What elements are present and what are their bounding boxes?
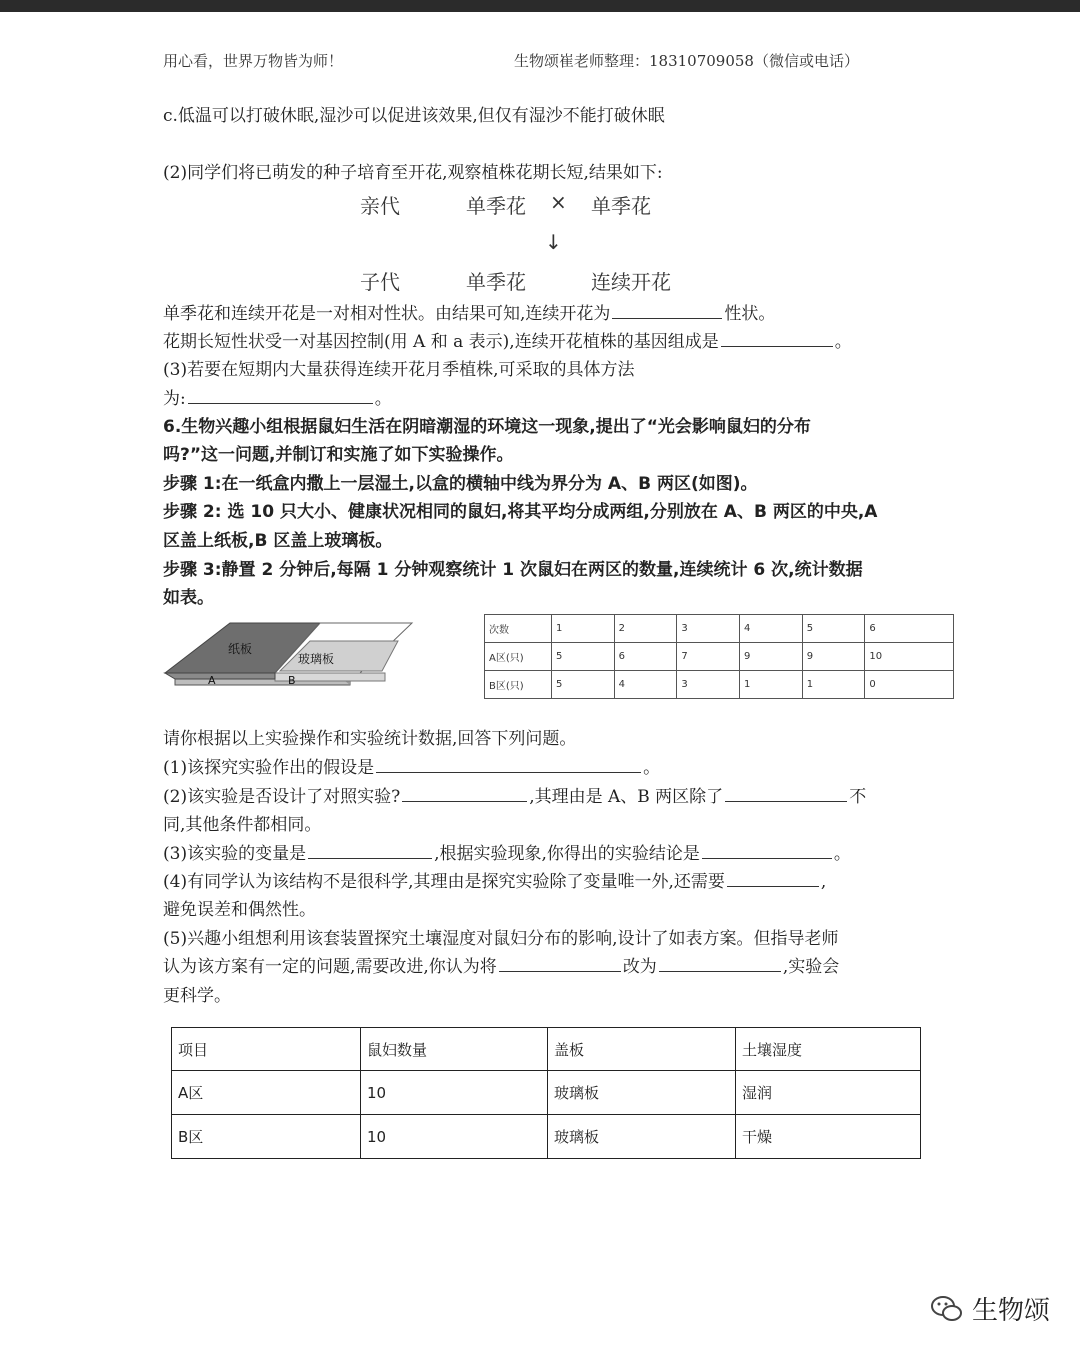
- answer-blank[interactable]: [721, 328, 833, 347]
- table-cell: 2: [614, 615, 677, 643]
- table-cell: 9: [802, 643, 865, 671]
- q5-3-line2-end: 。: [374, 389, 392, 409]
- table-cell: 鼠妇数量: [361, 1028, 548, 1071]
- table-row: [485, 643, 954, 671]
- cross-parent2: 单季花: [591, 194, 651, 218]
- paper-board-edge: [165, 673, 275, 679]
- q5-3-line2: [163, 385, 392, 413]
- cross-child1: 单季花: [466, 270, 526, 294]
- table-cell: 6: [614, 643, 677, 671]
- table-cell: 3: [677, 671, 740, 699]
- table-cell: 5: [552, 671, 615, 699]
- question-1: [163, 754, 660, 782]
- q6-step3-line2: 如表。: [163, 588, 214, 608]
- q5-option-c: c.低温可以打破休眠,湿沙可以促进该效果,但仅有湿沙不能打破休眠: [163, 106, 665, 126]
- question-3-text: (3)该实验的变量是: [163, 844, 307, 864]
- table-cell: 10: [865, 643, 954, 671]
- question-2-line2: 同,其他条件都相同。: [163, 815, 322, 835]
- table-cell: 3: [677, 615, 740, 643]
- question-3-end: 。: [833, 844, 851, 864]
- table-cell: 0: [865, 671, 954, 699]
- q5-2-line1: [163, 300, 775, 328]
- table-cell: 玻璃板: [548, 1115, 736, 1159]
- question-5-line1: (5)兴趣小组想利用该套装置探究土壤湿度对鼠妇分布的影响,设计了如表方案。但指导老师: [163, 929, 839, 949]
- answer-blank[interactable]: [188, 385, 373, 404]
- question-3-mid: ,根据实验现象,你得出的实验结论是: [434, 844, 700, 864]
- answer-blank[interactable]: [308, 840, 432, 859]
- cross-child2: 连续开花: [591, 270, 671, 294]
- header-contact: 生物颂崔老师整理：18310709058（微信或电话）: [514, 52, 859, 70]
- table-cell: A区: [172, 1071, 361, 1115]
- table-cell: 5: [552, 643, 615, 671]
- question-4-line1: [163, 868, 826, 896]
- q5-2-line2: [163, 328, 852, 356]
- table-cell: 6: [865, 615, 954, 643]
- q5-2-line1-text: 单季花和连续开花是一对相对性状。由结果可知,连续开花为: [163, 304, 611, 324]
- table-cell: 玻璃板: [548, 1071, 736, 1115]
- cross-parent1: 单季花: [466, 194, 526, 218]
- table-cell: 盖板: [548, 1028, 736, 1071]
- question-2-line1: [163, 783, 866, 811]
- questions-intro: 请你根据以上实验操作和实验统计数据,回答下列问题。: [163, 729, 577, 749]
- q5-2-line2-end: 。: [834, 332, 852, 352]
- experiment-box-figure: [160, 615, 420, 695]
- cross-child-label: 子代: [360, 270, 400, 294]
- question-5-text: 认为该方案有一定的问题,需要改进,你认为将: [163, 957, 497, 977]
- question-5-line2: [163, 953, 839, 981]
- question-2-end: 不: [849, 787, 867, 807]
- question-5-end: ,实验会: [782, 957, 840, 977]
- table-cell: 次数: [485, 615, 552, 643]
- header-motto: 用心看，世界万物皆为师！: [163, 52, 344, 70]
- table-cell: 10: [361, 1115, 548, 1159]
- area-b-label: B: [288, 674, 296, 687]
- answer-blank[interactable]: [402, 783, 527, 802]
- table-row: [172, 1028, 921, 1071]
- cross-parent-label: 亲代: [360, 194, 400, 218]
- question-3: [163, 840, 851, 868]
- q5-2-line1-end: 性状。: [724, 304, 776, 324]
- table-cell: 4: [740, 615, 803, 643]
- table-cell: 湿润: [736, 1071, 921, 1115]
- answer-blank[interactable]: [659, 953, 781, 972]
- question-2-text: (2)该实验是否设计了对照实验?: [163, 787, 401, 807]
- cross-times-symbol: ×: [550, 190, 567, 214]
- q6-line2: 吗?”这一问题,并制订和实施了如下实验操作。: [163, 445, 514, 465]
- table-cell: 5: [802, 615, 865, 643]
- table-cell: 4: [614, 671, 677, 699]
- q6-line1: 6.生物兴趣小组根据鼠妇生活在阴暗潮湿的环境这一现象,提出了“光会影响鼠妇的分布: [163, 417, 811, 437]
- table-cell: 1: [552, 615, 615, 643]
- answer-blank[interactable]: [612, 300, 722, 319]
- table-row: [485, 671, 954, 699]
- woodlouse-count-table: [484, 614, 954, 699]
- table-cell: 1: [740, 671, 803, 699]
- answer-blank[interactable]: [376, 754, 641, 773]
- watermark-text: 生物颂: [972, 1296, 1051, 1326]
- question-5-mid: 改为: [622, 957, 657, 977]
- question-4-text: (4)有同学认为该结构不是很科学,其理由是探究实验除了变量唯一外,还需要: [163, 872, 725, 892]
- table-row: [172, 1071, 921, 1115]
- table-cell: 1: [802, 671, 865, 699]
- q5-3-line1: (3)若要在短期内大量获得连续开花月季植株,可采取的具体方法: [163, 360, 635, 380]
- question-2-mid: ,其理由是 A、B 两区除了: [529, 787, 724, 807]
- soil-humidity-plan-table: [171, 1027, 921, 1159]
- question-1-text: (1)该探究实验作出的假设是: [163, 758, 375, 778]
- wechat-icon: [930, 1294, 964, 1324]
- q5-2-intro: (2)同学们将已萌发的种子培育至开花,观察植株花期长短,结果如下:: [163, 163, 663, 183]
- table-cell: 项目: [172, 1028, 361, 1071]
- table-cell: 10: [361, 1071, 548, 1115]
- q6-step1: 步骤 1:在一纸盒内撒上一层湿土,以盒的横轴中线为界分为 A、B 两区(如图)。: [163, 474, 758, 494]
- q5-3-line2-text: 为:: [163, 389, 186, 409]
- q5-2-line2-text: 花期长短性状受一对基因控制(用 A 和 a 表示),连续开花植株的基因组成是: [163, 332, 719, 352]
- watermark: [930, 1290, 1050, 1327]
- answer-blank[interactable]: [725, 783, 847, 802]
- cross-arrow: ↓: [545, 230, 562, 254]
- paper-board-label: 纸板: [228, 642, 253, 656]
- table-row: [485, 615, 954, 643]
- q6-step2-line1: 步骤 2: 选 10 只大小、健康状况相同的鼠妇,将其平均分成两组,分别放在 A、B 两区的中央,A: [163, 502, 878, 522]
- answer-blank[interactable]: [499, 953, 621, 972]
- top-dark-bar: [0, 0, 1080, 12]
- question-4-line2: 避免误差和偶然性。: [163, 900, 316, 920]
- question-5-line3: 更科学。: [163, 986, 231, 1006]
- q6-step3-line1: 步骤 3:静置 2 分钟后,每隔 1 分钟观察统计 1 次鼠妇在两区的数量,连续统计 6 次,统计数据: [163, 560, 863, 580]
- answer-blank[interactable]: [702, 840, 832, 859]
- glass-board-label: 玻璃板: [298, 652, 335, 666]
- table-row: [172, 1115, 921, 1159]
- area-a-label: A: [208, 674, 216, 687]
- q6-step2-line2: 区盖上纸板,B 区盖上玻璃板。: [163, 531, 393, 551]
- table-cell: B区(只): [485, 671, 552, 699]
- table-cell: 9: [740, 643, 803, 671]
- answer-blank[interactable]: [727, 868, 819, 887]
- question-4-end: ,: [820, 872, 827, 892]
- table-cell: 土壤湿度: [736, 1028, 921, 1071]
- table-cell: 7: [677, 643, 740, 671]
- question-1-end: 。: [643, 758, 661, 778]
- table-cell: B区: [172, 1115, 361, 1159]
- table-cell: A区(只): [485, 643, 552, 671]
- table-cell: 干燥: [736, 1115, 921, 1159]
